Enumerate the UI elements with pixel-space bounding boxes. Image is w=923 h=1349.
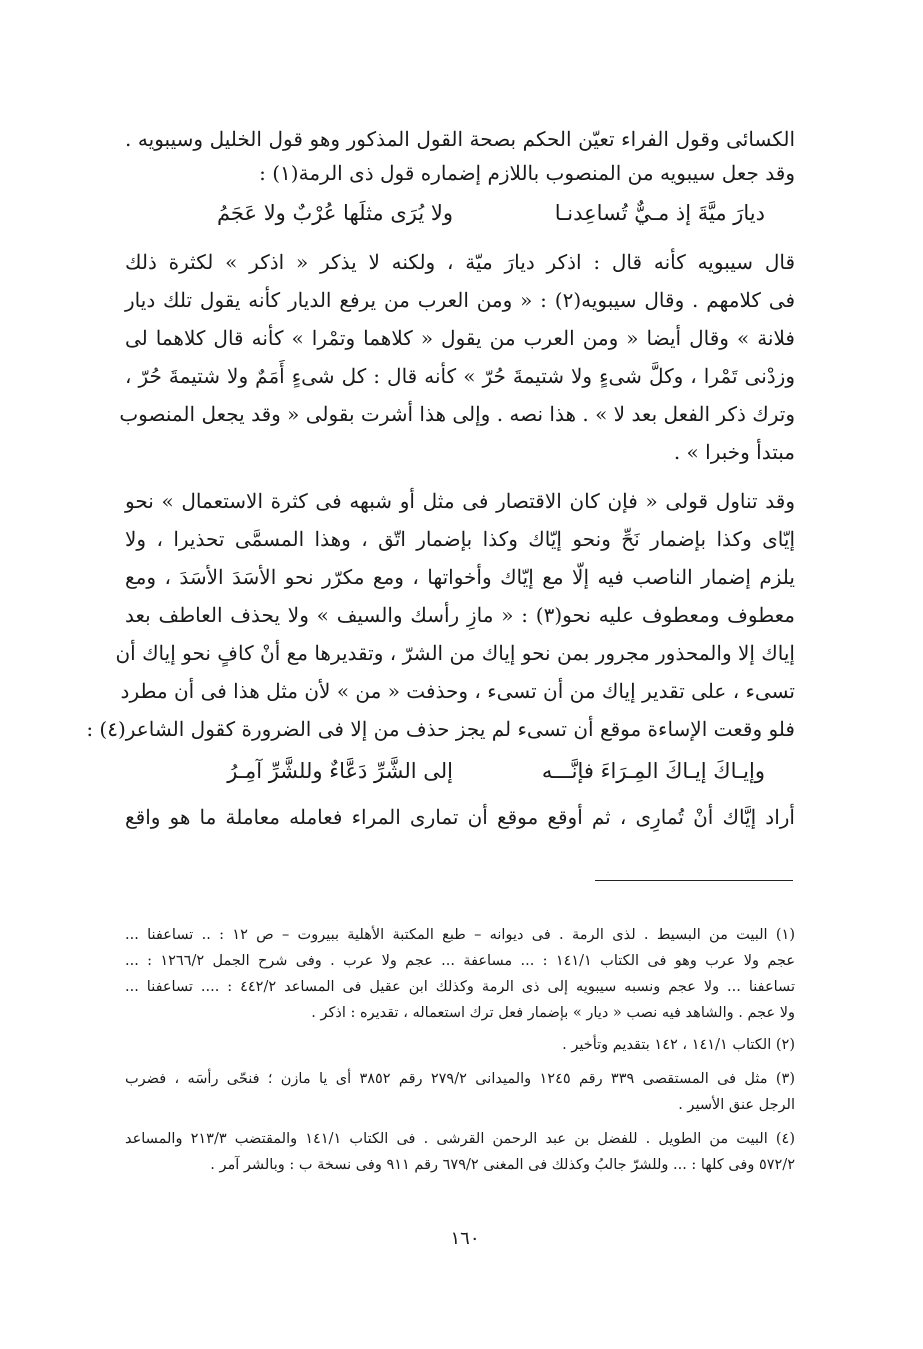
footnote-line: تساعفنا ... ولا عجم ونسبه سيبويه إلى ذى الرمة وكذلك ابن عقيل فى المساعد ٤٤٢/٢ : .... تساعفنا ... [125,979,795,995]
verse-hemistich-right: وإيـاكَ إيـاكَ المِـرَاءَ فإنَّـــه [541,759,765,783]
footnote-line: (١) البيت من البسيط . لذى الرمة . فى ديوانه – طبع المكتبة الأهلية ببيروت – ص ١٢ : .. تساعفنا ... [125,927,795,943]
body-line: مبتدأ وخبرا » . [673,440,795,464]
body-line: وقد تناول قولى « فإن كان الاقتصار فى مثل أو شبهه فى كثرة الاستعمال » نحو [125,489,795,513]
footnote-line: (٣) مثل فى المستقصى ٣٣٩ رقم ١٢٤٥ والميدانى ٢٧٩/٢ رقم ٣٨٥٢ أى يا مازن ؛ فنحّى رأسَه ، فضرب [125,1071,796,1087]
verse-hemistich-left: إلى الشَّرِّ دَعَّاءٌ وللشَّرِّ آمِـرُ [227,759,453,783]
footnote-line: الرجل عنق الأسير . [678,1097,795,1113]
body-line: الكسائى وقول الفراء تعيّن الحكم بصحة القول المذكور وهو قول الخليل وسيبويه . [125,127,795,151]
body-line: وزدْنى تَمْرا ، وكلَّ شىءٍ ولا شتيمةَ حُرّ » كأنه قال : كل شىءٍ أَمَمٌ ولا شتيمةَ حُرّ ، [125,364,795,388]
body-line: إيّاى وكذا بإضمار نَحِّ ونحو إيّاك وكذا بإضمار اتّق ، وهذا المسمَّى تحذيرا ، ولا [125,527,795,551]
footnote-line: (٤) البيت من الطويل . للفضل بن عبد الرحمن القرشى . فى الكتاب ١٤١/١ والمقتضب ٢١٣/٣ والمساعد [125,1131,795,1147]
body-line: فلو وقعت الإساءة موقع أن تسىء لم يجز حذف من إلا فى الضرورة كقول الشاعر(٤) : [86,717,795,741]
footnote-line: ٥٧٢/٢ وفى كلها : ... وللشرّ جالبُ وكذلك فى المغنى ٦٧٩/٢ رقم ٩١١ وفى نسخة ب : وبالشر آمر . [210,1157,795,1173]
body-line: فلانة » وقال أيضا « ومن العرب من يقول « كلاهما وتمْرا » كأنه قال كلاهما لى [125,326,795,350]
body-line: قال سيبويه كأنه قال : اذكر ديارَ ميّة ، ولكنه لا يذكر « اذكر » لكثرة ذلك [125,250,795,274]
page-number: ١٦٠ [450,1228,480,1249]
footnote-line: ولا عجم . والشاهد فيه نصب « ديار » بإضمار فعل ترك استعماله ، تقديره : اذكر . [311,1005,795,1021]
footnote-line: (٢) الكتاب ١٤١/١ ، ١٤٢ بتقديم وتأخير . [562,1037,795,1053]
verse-hemistich-left: ولا يُرَى مثلَها عُرْبٌ ولا عَجَمُ [216,201,453,225]
body-line: وقد جعل سيبويه من المنصوب باللازم إضماره قول ذى الرمة(١) : [259,161,795,185]
body-line: أراد إيَّاك أنْ تُمارِى ، ثم أوقع موقع أن تمارى المراء فعامله معاملة ما هو واقع [125,805,795,829]
body-line: إياك إلا والمحذور مجرور بمن نحو إياك من الشرّ ، وتقديرها مع أنْ كافٍ نحو إياك أن [115,641,795,665]
body-line: يلزم إضمار الناصب فيه إلّا مع إيّاك وأخواتها ، ومع مكرّر نحو الأسَدَ الأسَدَ ، ومع [125,565,795,589]
body-line: معطوف ومعطوف عليه نحو(٣) : « مازِ رأسك والسيف » ولا يحذف العاطف بعد [125,603,795,627]
footnote-line: عجم ولا عرب وهو فى الكتاب ١٤١/١ : ... مساعفة ... عجم ولا عرب . وفى شرح الجمل ١٢٦٦/٢ : ... [125,953,795,969]
body-line: وترك ذكر الفعل بعد لا » . هذا نصه . وإلى هذا أشرت بقولى « وقد يجعل المنصوب [119,402,795,426]
footnote-separator [595,880,793,881]
body-line: فى كلامهم . وقال سيبويه(٢) : « ومن العرب من يرفع الديار كأنه يقول تلك ديار [125,288,795,312]
verse-hemistich-right: ديارَ ميَّةَ إذ مـيٌّ تُساعِدنـا [554,201,765,225]
body-line: تسىء ، على تقدير إياك من أن تسىء ، وحذفت « من » لأن مثل هذا فى أن مطرد [120,679,795,703]
